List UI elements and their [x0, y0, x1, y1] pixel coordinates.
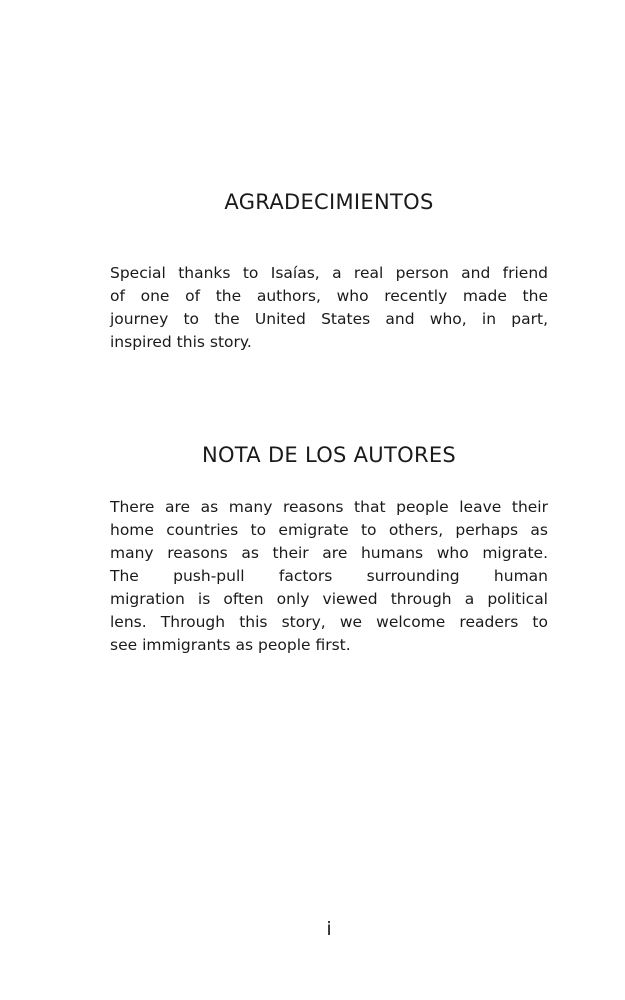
text-line: lens. Through this story, we welcome readers to: [110, 613, 548, 631]
text-line: of one of the authors, who recently made the: [110, 287, 548, 305]
text-line: see immigrants as people first.: [110, 636, 351, 654]
text-line: Special thanks to Isaías, a real person and friend: [110, 264, 548, 282]
authors-note-paragraph: [110, 496, 548, 657]
text-line: There are as many reasons that people leave their: [110, 498, 548, 516]
page-number: i: [326, 918, 332, 940]
text-line: migration is often only viewed through a political: [110, 590, 548, 608]
text-line: home countries to emigrate to others, perhaps as: [110, 521, 548, 539]
text-line: The push-pull factors surrounding human: [110, 567, 548, 585]
text-line: inspired this story.: [110, 333, 252, 351]
text-line: journey to the United States and who, in part,: [110, 310, 548, 328]
acknowledgements-paragraph: [110, 262, 548, 354]
authors-note-heading: NOTA DE LOS AUTORES: [201, 443, 457, 467]
text-line: many reasons as their are humans who migrate.: [110, 544, 548, 562]
acknowledgements-heading: AGRADECIMIENTOS: [224, 190, 434, 214]
